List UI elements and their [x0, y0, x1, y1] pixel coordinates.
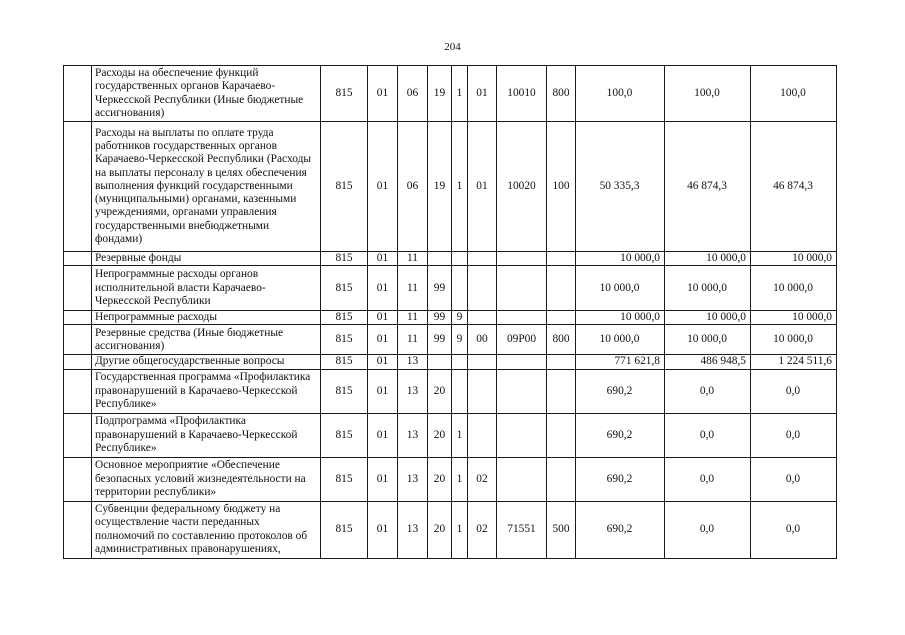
- program-code: 99: [428, 266, 452, 311]
- row-marker-cell: [64, 266, 92, 311]
- activity-code: [468, 311, 497, 325]
- section-code: 01: [368, 325, 398, 355]
- expense-type-code: 800: [547, 66, 576, 122]
- amount-year-1: 690,2: [576, 501, 665, 558]
- amount-year-2: 0,0: [665, 413, 751, 457]
- row-marker-cell: [64, 252, 92, 266]
- amount-year-3: 10 000,0: [751, 311, 837, 325]
- amount-year-1: 690,2: [576, 369, 665, 413]
- expense-type-code: [547, 369, 576, 413]
- direction-code: [497, 252, 547, 266]
- program-code: 19: [428, 122, 452, 252]
- amount-year-1: 771 621,8: [576, 355, 665, 369]
- table-row: [64, 325, 837, 355]
- amount-year-1: 10 000,0: [576, 325, 665, 355]
- subprogram-code: 1: [452, 122, 468, 252]
- activity-code: 02: [468, 457, 497, 501]
- ministry-code: 815: [321, 457, 368, 501]
- row-marker-cell: [64, 122, 92, 252]
- section-code: 01: [368, 311, 398, 325]
- section-code: 01: [368, 266, 398, 311]
- direction-code: [497, 457, 547, 501]
- ministry-code: 815: [321, 325, 368, 355]
- direction-code: [497, 266, 547, 311]
- subsection-code: 11: [398, 266, 428, 311]
- budget-table: [63, 65, 837, 559]
- ministry-code: 815: [321, 66, 368, 122]
- subprogram-code: 1: [452, 501, 468, 558]
- subsection-code: 11: [398, 252, 428, 266]
- expense-name: Субвенции федеральному бюджету на осуществление части переданных полномочий по составлению протоколов об административных правонарушениях,: [92, 501, 321, 558]
- expense-name: Подпрограмма «Профилактика правонарушений в Карачаево-Черкесской Республике»: [92, 413, 321, 457]
- program-code: 19: [428, 66, 452, 122]
- program-code: 20: [428, 457, 452, 501]
- amount-year-3: 0,0: [751, 457, 837, 501]
- amount-year-3: 0,0: [751, 413, 837, 457]
- amount-year-3: 10 000,0: [751, 325, 837, 355]
- amount-year-1: 100,0: [576, 66, 665, 122]
- expense-name: Расходы на выплаты по оплате труда работников государственных органов Карачаево-Черкесской Республики (Расходы на выплаты персоналу в целях обеспечения выполнения функций государственными (муниципальными) органами, казенными учреждениями, органами управления государственными внебюджетными фондами): [92, 122, 321, 252]
- subsection-code: 13: [398, 501, 428, 558]
- activity-code: 00: [468, 325, 497, 355]
- amount-year-3: 46 874,3: [751, 122, 837, 252]
- amount-year-3: 0,0: [751, 369, 837, 413]
- table-row: [64, 413, 837, 457]
- amount-year-3: 0,0: [751, 501, 837, 558]
- amount-year-2: 10 000,0: [665, 311, 751, 325]
- table-row: [64, 66, 837, 122]
- direction-code: 71551: [497, 501, 547, 558]
- direction-code: 10020: [497, 122, 547, 252]
- expense-name: Непрограммные расходы: [92, 311, 321, 325]
- expense-type-code: [547, 266, 576, 311]
- section-code: 01: [368, 413, 398, 457]
- row-marker-cell: [64, 355, 92, 369]
- activity-code: [468, 266, 497, 311]
- expense-name: Другие общегосударственные вопросы: [92, 355, 321, 369]
- ministry-code: 815: [321, 369, 368, 413]
- row-marker-cell: [64, 457, 92, 501]
- expense-type-code: [547, 355, 576, 369]
- section-code: 01: [368, 355, 398, 369]
- section-code: 01: [368, 252, 398, 266]
- subsection-code: 13: [398, 369, 428, 413]
- amount-year-2: 486 948,5: [665, 355, 751, 369]
- amount-year-2: 0,0: [665, 369, 751, 413]
- row-marker-cell: [64, 369, 92, 413]
- subprogram-code: [452, 266, 468, 311]
- expense-name: Расходы на обеспечение функций государственных органов Карачаево-Черкесской Республики (Иные бюджетные ассигнования): [92, 66, 321, 122]
- program-code: 20: [428, 413, 452, 457]
- page-number: 204: [444, 41, 461, 53]
- subsection-code: 13: [398, 413, 428, 457]
- table-row: [64, 122, 837, 252]
- row-marker-cell: [64, 311, 92, 325]
- expense-type-code: 800: [547, 325, 576, 355]
- activity-code: [468, 355, 497, 369]
- amount-year-2: 100,0: [665, 66, 751, 122]
- subsection-code: 06: [398, 122, 428, 252]
- table-row: [64, 355, 837, 369]
- amount-year-3: 100,0: [751, 66, 837, 122]
- subprogram-code: [452, 369, 468, 413]
- expense-name: Резервные фонды: [92, 252, 321, 266]
- activity-code: 01: [468, 122, 497, 252]
- program-code: 99: [428, 311, 452, 325]
- direction-code: [497, 369, 547, 413]
- program-code: 99: [428, 325, 452, 355]
- program-code: [428, 355, 452, 369]
- subsection-code: 13: [398, 355, 428, 369]
- amount-year-2: 10 000,0: [665, 325, 751, 355]
- ministry-code: 815: [321, 413, 368, 457]
- amount-year-2: 10 000,0: [665, 266, 751, 311]
- expense-type-code: [547, 413, 576, 457]
- subsection-code: 11: [398, 325, 428, 355]
- subprogram-code: 1: [452, 457, 468, 501]
- amount-year-2: 0,0: [665, 457, 751, 501]
- direction-code: [497, 355, 547, 369]
- table-row: [64, 311, 837, 325]
- section-code: 01: [368, 457, 398, 501]
- direction-code: [497, 413, 547, 457]
- subsection-code: 06: [398, 66, 428, 122]
- amount-year-1: 10 000,0: [576, 311, 665, 325]
- activity-code: 01: [468, 66, 497, 122]
- activity-code: 02: [468, 501, 497, 558]
- expense-name: Основное мероприятие «Обеспечение безопасных условий жизнедеятельности на территории республики»: [92, 457, 321, 501]
- amount-year-2: 46 874,3: [665, 122, 751, 252]
- ministry-code: 815: [321, 122, 368, 252]
- row-marker-cell: [64, 66, 92, 122]
- expense-type-code: [547, 252, 576, 266]
- table-row: [64, 457, 837, 501]
- subprogram-code: [452, 355, 468, 369]
- amount-year-3: 10 000,0: [751, 266, 837, 311]
- ministry-code: 815: [321, 311, 368, 325]
- direction-code: 10010: [497, 66, 547, 122]
- amount-year-3: 10 000,0: [751, 252, 837, 266]
- expense-type-code: [547, 311, 576, 325]
- section-code: 01: [368, 501, 398, 558]
- expense-name: Государственная программа «Профилактика правонарушений в Карачаево-Черкесской Республике»: [92, 369, 321, 413]
- amount-year-2: 0,0: [665, 501, 751, 558]
- section-code: 01: [368, 122, 398, 252]
- subsection-code: 11: [398, 311, 428, 325]
- table-row: [64, 252, 837, 266]
- expense-type-code: [547, 457, 576, 501]
- row-marker-cell: [64, 413, 92, 457]
- amount-year-1: 50 335,3: [576, 122, 665, 252]
- program-code: 20: [428, 501, 452, 558]
- amount-year-3: 1 224 511,6: [751, 355, 837, 369]
- amount-year-1: 690,2: [576, 413, 665, 457]
- table-row: [64, 266, 837, 311]
- amount-year-1: 690,2: [576, 457, 665, 501]
- subprogram-code: 1: [452, 66, 468, 122]
- activity-code: [468, 413, 497, 457]
- subprogram-code: 9: [452, 311, 468, 325]
- expense-name: Непрограммные расходы органов исполнительной власти Карачаево-Черкесской Республики: [92, 266, 321, 311]
- amount-year-2: 10 000,0: [665, 252, 751, 266]
- amount-year-1: 10 000,0: [576, 252, 665, 266]
- program-code: [428, 252, 452, 266]
- table-row: [64, 369, 837, 413]
- section-code: 01: [368, 66, 398, 122]
- amount-year-1: 10 000,0: [576, 266, 665, 311]
- activity-code: [468, 252, 497, 266]
- subprogram-code: 9: [452, 325, 468, 355]
- ministry-code: 815: [321, 355, 368, 369]
- ministry-code: 815: [321, 252, 368, 266]
- expense-name: Резервные средства (Иные бюджетные ассигнования): [92, 325, 321, 355]
- expense-type-code: 100: [547, 122, 576, 252]
- section-code: 01: [368, 369, 398, 413]
- row-marker-cell: [64, 325, 92, 355]
- subsection-code: 13: [398, 457, 428, 501]
- direction-code: 09Р00: [497, 325, 547, 355]
- direction-code: [497, 311, 547, 325]
- ministry-code: 815: [321, 266, 368, 311]
- table-row: [64, 501, 837, 558]
- expense-type-code: 500: [547, 501, 576, 558]
- ministry-code: 815: [321, 501, 368, 558]
- row-marker-cell: [64, 501, 92, 558]
- program-code: 20: [428, 369, 452, 413]
- subprogram-code: 1: [452, 413, 468, 457]
- activity-code: [468, 369, 497, 413]
- subprogram-code: [452, 252, 468, 266]
